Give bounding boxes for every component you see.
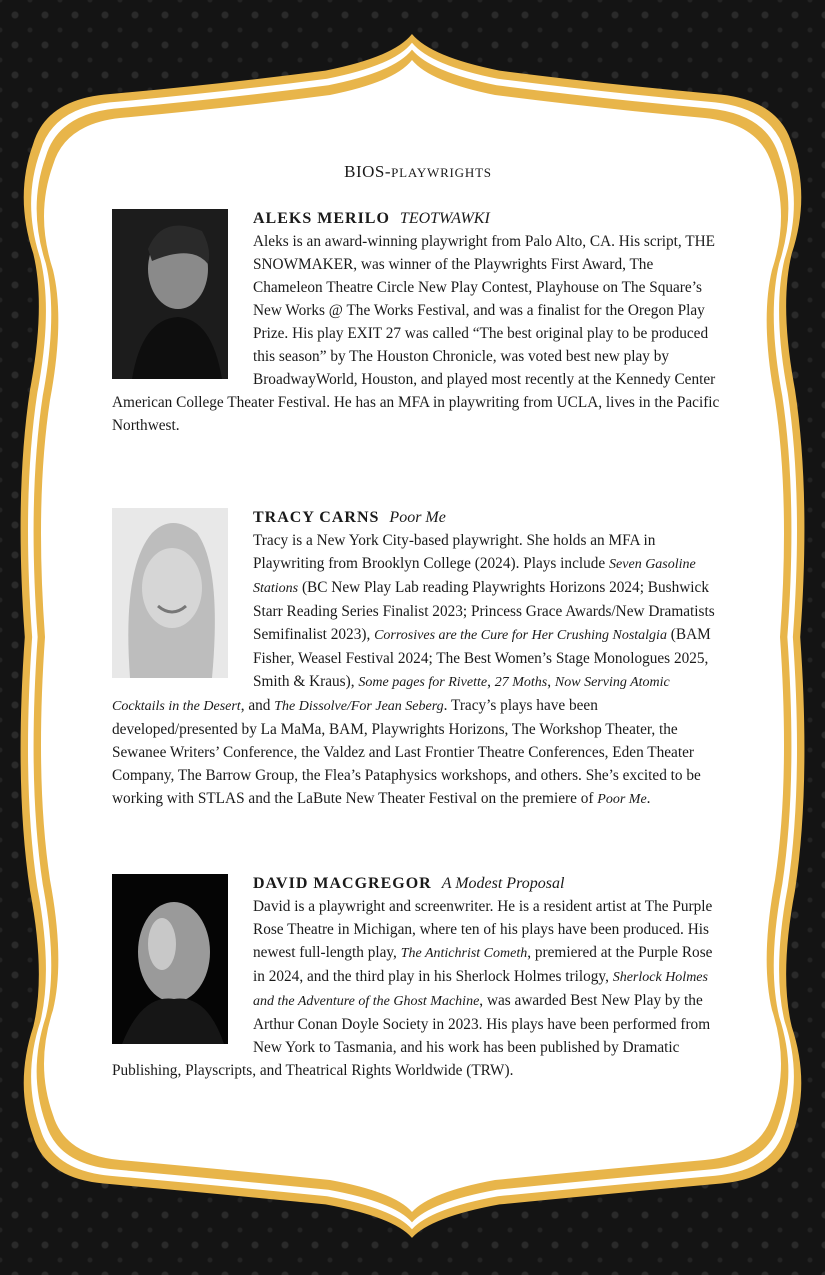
play-title-italic: Sherlock Holmes and the Adventure of the Ghost Machine — [253, 970, 708, 1009]
bio-body-part: Tracy is a New York City-based playwright. She holds an MFA in Playwriting from Brooklyn College (2024). Plays include — [253, 532, 656, 572]
play-title-italic: 27 Moths — [494, 675, 548, 690]
play-title-italic: Now Serving Atomic Cocktails in the Desert — [112, 675, 670, 714]
bio-play-title: A Modest Proposal — [441, 875, 565, 892]
bio-body-part: , premiered at the Purple Rose in 2024, and the third play in his Sherlock Holmes trilogy, — [253, 944, 713, 985]
bio-play-title: TEOTWAWKI — [399, 210, 490, 227]
bio-play-title: Poor Me — [389, 509, 446, 526]
bio-tracy-carns — [112, 506, 724, 811]
title-main: BIOS — [344, 162, 385, 181]
bio-name: TRACY CARNS — [253, 509, 380, 526]
headshot-tracy-carns — [112, 508, 228, 678]
play-title-italic: The Antichrist Cometh — [400, 946, 528, 961]
headshot-david-macgregor — [112, 874, 228, 1044]
bio-name: ALEKS MERILO — [253, 210, 390, 227]
title-dash: - — [384, 162, 392, 181]
bio-body-part: , and — [240, 697, 275, 714]
title-sub: PLAYWRIGHTS — [391, 165, 492, 180]
bio-body-part: . Tracy’s plays have been developed/presented by La MaMa, BAM, Playwrights Horizons, The Workshop Theater, the Sewanee Writers’ Conference, the Valdez and Last Frontier Theatre Conferences, Eden Theater Company, The Barrow Group, the Flea’s Pataphysics workshops, and others. She’s excited to be working with STLAS and the LaBute New Theater Festival on the premiere of — [112, 697, 701, 807]
play-title-italic: Seven Gasoline Stations — [253, 557, 696, 596]
headshot-aleks-merilo — [112, 209, 228, 379]
bio-body: Aleks is an award-winning playwright from Palo Alto, CA. His script, THE SNOWMAKER, was winner of the Playwrights First Award, The Chameleon Theatre Circle New Play Contest, Playhouse on The Square’s New Works @ The Works Festival, and was a finalist for the Oregon Play Prize. His play EXIT 27 was called “The best original play to be produced this season” by The Houston Chronicle, was voted best new play by BroadwayWorld, Houston, and played most recently at the Kennedy Center American College Theater Festival. He has an MFA in playwriting from UCLA, lives in the Pacific Northwest. — [112, 233, 720, 434]
bio-body-part: , — [547, 673, 555, 690]
bio-body-part: , — [487, 673, 495, 690]
page-title — [112, 160, 724, 184]
bio-body-part: (BAM Fisher, Weasel Festival 2024; The Best Women’s Stage Monologues 2025, Smith & Kraus), — [253, 626, 711, 690]
bio-body-part: David is a playwright and screenwriter. He is a resident artist at The Purple Rose Theatre in Michigan, where ten of his plays have been produced. His newest full-length play, — [253, 898, 713, 961]
bio-david-macgregor — [112, 872, 724, 1082]
bio-name: DAVID MACGREGOR — [253, 875, 432, 892]
bio-body-part: , was awarded Best New Play by the Arthur Conan Doyle Society in 2023. His plays have been performed from New York to Tasmania, and his work has been published by Dramatic Publishing, Playscripts, and Theatrical Rights Worldwide (TRW). — [112, 992, 711, 1079]
play-title-italic: Poor Me — [597, 792, 647, 807]
bio-aleks-merilo — [112, 207, 724, 437]
play-title-italic: Some pages for Rivette — [358, 675, 488, 690]
play-title-italic: The Dissolve/For Jean Seberg — [274, 699, 444, 714]
play-title-italic: Corrosives are the Cure for Her Crushing Nostalgia — [374, 628, 667, 643]
bio-body-part: (BC New Play Lab reading Playwrights Horizons 2024; Bushwick Starr Reading Series Finalist 2023; Princess Grace Awards/New Dramatists Semifinalist 2023), — [253, 579, 715, 643]
bio-body-part: . — [646, 790, 651, 807]
